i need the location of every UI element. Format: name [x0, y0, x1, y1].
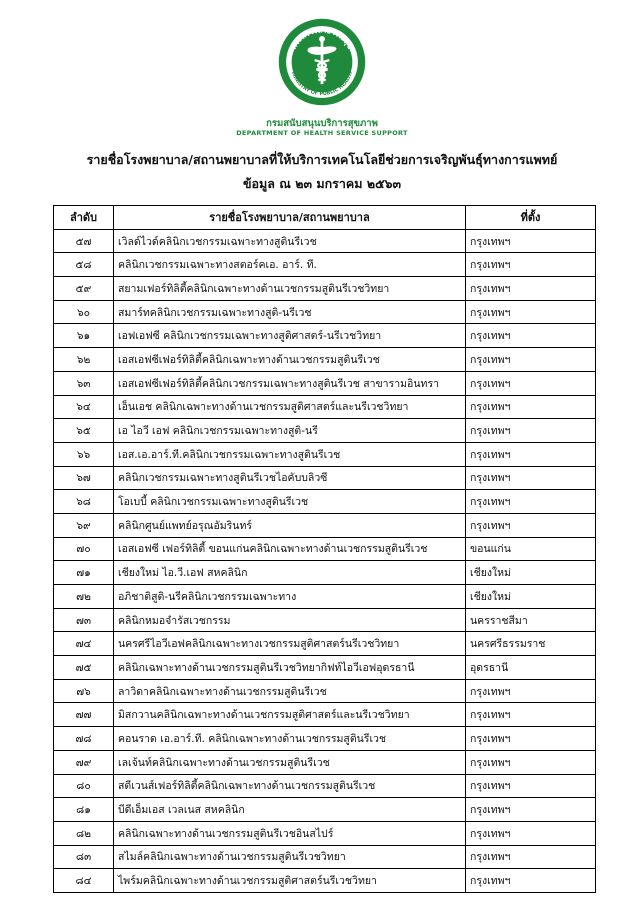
row-number: ๕๗: [54, 229, 114, 253]
table-row: [54, 845, 596, 869]
hospital-location: กรุงเทพฯ: [466, 395, 596, 419]
org-name-th: กรมสนับสนุนบริการสุขภาพ: [266, 118, 378, 129]
table-row: [54, 585, 596, 609]
hospital-name: เอสเอฟซี เฟอร์ทิลิตี้ ขอนแก่นคลินิกเฉพาะทางด้านเวชกรรมสูตินรีเวช: [114, 537, 466, 561]
hospital-name: เชียงใหม่ ไอ.วี.เอฟ สหคลินิก: [114, 561, 466, 585]
row-number: ๗๒: [54, 585, 114, 609]
hospital-name: คลินิกเวชกรรมเฉพาะทางสตอร์คเอ. อาร์. ที.: [114, 253, 466, 277]
page-subtitle: ข้อมูล ณ ๒๓ มกราคม ๒๕๖๓: [242, 176, 402, 191]
table-row: [54, 324, 596, 348]
hospital-name: คลินิกเฉพาะทางด้านเวชกรรมสูตินรีเวชอินสไปร์: [114, 821, 466, 845]
row-number: ๘๐: [54, 774, 114, 798]
row-number: ๘๔: [54, 869, 114, 893]
hospital-location: กรุงเทพฯ: [466, 371, 596, 395]
row-number: ๗๓: [54, 608, 114, 632]
hospital-location: กรุงเทพฯ: [466, 442, 596, 466]
row-number: ๗๖: [54, 679, 114, 703]
hospital-location: กรุงเทพฯ: [466, 324, 596, 348]
row-number: ๗๗: [54, 703, 114, 727]
hospital-name: นครศรีไอวีเอฟคลินิกเฉพาะทางเวชกรรมสูติศาสตร์นรีเวชวิทยา: [114, 632, 466, 656]
hospital-name: คลินิกเวชกรรมเฉพาะทางสูตินรีเวชไอคับบลิวซี: [114, 466, 466, 490]
hospital-location: เชียงใหม่: [466, 561, 596, 585]
hospital-location: กรุงเทพฯ: [466, 703, 596, 727]
hospital-name: คลินิกศูนย์แพทย์อรุณอัมรินทร์: [114, 513, 466, 537]
table-row: [54, 300, 596, 324]
hospital-location: กรุงเทพฯ: [466, 869, 596, 893]
table-row: [54, 277, 596, 301]
table-row: [54, 727, 596, 751]
row-number: ๖๗: [54, 466, 114, 490]
table-row: [54, 348, 596, 372]
hospital-location: กรุงเทพฯ: [466, 845, 596, 869]
hospital-name: ไพร์มคลินิกเฉพาะทางด้านเวชกรรมสูติศาสตร์นรีเวชวิทยา: [114, 869, 466, 893]
hospital-name: คอนราด เอ.อาร์.ที. คลินิกเฉพาะทางด้านเวชกรรมสูตินรีเวช: [114, 727, 466, 751]
seal-text-th: กระทรวงสาธารณสุข: [289, 25, 355, 51]
hospital-location: กรุงเทพฯ: [466, 679, 596, 703]
hospital-name: เลเจ้นท์คลินิกเฉพาะทางด้านเวชกรรมสูตินรีเวช: [114, 750, 466, 774]
hospital-location: กรุงเทพฯ: [466, 419, 596, 443]
hospital-location: กรุงเทพฯ: [466, 513, 596, 537]
hospital-name: บีดีเอ็มเอส เวลเนส สหคลินิก: [114, 798, 466, 822]
row-number: ๘๒: [54, 821, 114, 845]
table-header-row: [54, 206, 596, 230]
hospital-location: อุดรธานี: [466, 656, 596, 680]
table-row: [54, 561, 596, 585]
hospital-location: กรุงเทพฯ: [466, 466, 596, 490]
table-row: [54, 703, 596, 727]
column-header-name: รายชื่อโรงพยาบาล/สถานพยาบาล: [114, 206, 466, 230]
row-number: ๖๙: [54, 513, 114, 537]
ministry-logo: [0, 16, 644, 108]
column-header-location: ที่ตั้ง: [466, 206, 596, 230]
table-row: [54, 229, 596, 253]
hospital-name: เอ็นเอช คลินิกเฉพาะทางด้านเวชกรรมสูติศาสตร์และนรีเวชวิทยา: [114, 395, 466, 419]
row-number: ๗๙: [54, 750, 114, 774]
hospital-name: สมาร์ทคลินิกเวชกรรมเฉพาะทางสูติ-นรีเวช: [114, 300, 466, 324]
row-number: ๗๕: [54, 656, 114, 680]
hospital-location: กรุงเทพฯ: [466, 798, 596, 822]
hospital-location: เชียงใหม่: [466, 585, 596, 609]
column-header-number: ลำดับ: [54, 206, 114, 230]
row-number: ๖๑: [54, 324, 114, 348]
table-row: [54, 466, 596, 490]
row-number: ๘๓: [54, 845, 114, 869]
table-row: [54, 679, 596, 703]
hospital-name: ลาวิดาคลินิกเฉพาะทางด้านเวชกรรมสูตินรีเวช: [114, 679, 466, 703]
row-number: ๖๓: [54, 371, 114, 395]
hospital-location: กรุงเทพฯ: [466, 277, 596, 301]
table-row: [54, 750, 596, 774]
row-number: ๖๒: [54, 348, 114, 372]
table-row: [54, 656, 596, 680]
table-row: [54, 253, 596, 277]
hospital-name: เอสเอฟซีเฟอร์ทิลิตี้คลินิกเวชกรรมเฉพาะทางสูตินรีเวช สาขารามอินทรา: [114, 371, 466, 395]
org-name-en: DEPARTMENT OF HEALTH SERVICE SUPPORT: [236, 129, 408, 137]
row-number: ๖๖: [54, 442, 114, 466]
hospital-name: เอ ไอวี เอฟ คลินิกเวชกรรมเฉพาะทางสูติ-นรี: [114, 419, 466, 443]
table-row: [54, 821, 596, 845]
table-row: [54, 513, 596, 537]
hospital-location: ขอนแก่น: [466, 537, 596, 561]
hospital-name: โอเบบี้ คลินิกเวชกรรมเฉพาะทางสูตินรีเวช: [114, 490, 466, 514]
hospital-name: สไมล์คลินิกเฉพาะทางด้านเวชกรรมสูตินรีเวชวิทยา: [114, 845, 466, 869]
hospital-location: กรุงเทพฯ: [466, 821, 596, 845]
table-row: [54, 798, 596, 822]
hospital-name: เอส.เอ.อาร์.ที.คลินิกเวชกรรมเฉพาะทางสูตินรีเวช: [114, 442, 466, 466]
table-row: [54, 608, 596, 632]
row-number: ๗๔: [54, 632, 114, 656]
hospital-location: กรุงเทพฯ: [466, 727, 596, 751]
table-row: [54, 537, 596, 561]
table-row: [54, 869, 596, 893]
hospital-location: กรุงเทพฯ: [466, 490, 596, 514]
row-number: ๖๐: [54, 300, 114, 324]
hospital-name: สยามเฟอร์ทิลิตี้คลินิกเฉพาะทางด้านเวชกรรมสูตินรีเวชวิทยา: [114, 277, 466, 301]
seal-text-en: MINISTRY OF PUBLIC HEALTH: [289, 70, 355, 98]
ministry-seal-icon: [276, 16, 368, 108]
hospital-location: นครศรีธรรมราช: [466, 632, 596, 656]
table-row: [54, 632, 596, 656]
row-number: ๕๘: [54, 253, 114, 277]
hospital-location: กรุงเทพฯ: [466, 348, 596, 372]
hospital-name: เวิลด์ไวด์คลินิกเวชกรรมเฉพาะทางสูตินรีเวช: [114, 229, 466, 253]
table-row: [54, 442, 596, 466]
hospital-name: มิสกวานคลินิกเฉพาะทางด้านเวชกรรมสูติศาสตร์และนรีเวชวิทยา: [114, 703, 466, 727]
row-number: ๘๑: [54, 798, 114, 822]
hospital-name: อภิชาติสูติ-นรีคลินิกเวชกรรมเฉพาะทาง: [114, 585, 466, 609]
hospital-name: คลินิกเฉพาะทางด้านเวชกรรมสูตินรีเวชวิทยากิฟท์ไอวีเอฟอุดรธานี: [114, 656, 466, 680]
row-number: ๖๔: [54, 395, 114, 419]
hospital-location: กรุงเทพฯ: [466, 750, 596, 774]
hospital-location: กรุงเทพฯ: [466, 774, 596, 798]
table-row: [54, 490, 596, 514]
hospital-location: นครราชสีมา: [466, 608, 596, 632]
row-number: ๖๘: [54, 490, 114, 514]
hospital-table: [53, 205, 596, 893]
table-row: [54, 395, 596, 419]
hospital-name: เอสเอฟซีเฟอร์ทิลิตี้คลินิกเฉพาะทางด้านเวชกรรมสูตินรีเวช: [114, 348, 466, 372]
row-number: ๕๙: [54, 277, 114, 301]
table-row: [54, 419, 596, 443]
hospital-location: กรุงเทพฯ: [466, 300, 596, 324]
page-title: รายชื่อโรงพยาบาล/สถานพยาบาลที่ให้บริการเทคโนโลยีช่วยการเจริญพันธุ์ทางการแพทย์: [86, 152, 558, 167]
hospital-name: เอฟเอฟซี คลินิกเวชกรรมเฉพาะทางสูติศาสตร์-นรีเวชวิทยา: [114, 324, 466, 348]
table-row: [54, 371, 596, 395]
row-number: ๗๘: [54, 727, 114, 751]
row-number: ๖๕: [54, 419, 114, 443]
hospital-name: คลินิกหมอจำรัสเวชกรรม: [114, 608, 466, 632]
hospital-location: กรุงเทพฯ: [466, 229, 596, 253]
hospital-name: สตีเวนส์เฟอร์ทิลิตี้คลินิกเฉพาะทางด้านเวชกรรมสูตินรีเวช: [114, 774, 466, 798]
row-number: ๗๑: [54, 561, 114, 585]
row-number: ๗๐: [54, 537, 114, 561]
hospital-location: กรุงเทพฯ: [466, 253, 596, 277]
table-row: [54, 774, 596, 798]
